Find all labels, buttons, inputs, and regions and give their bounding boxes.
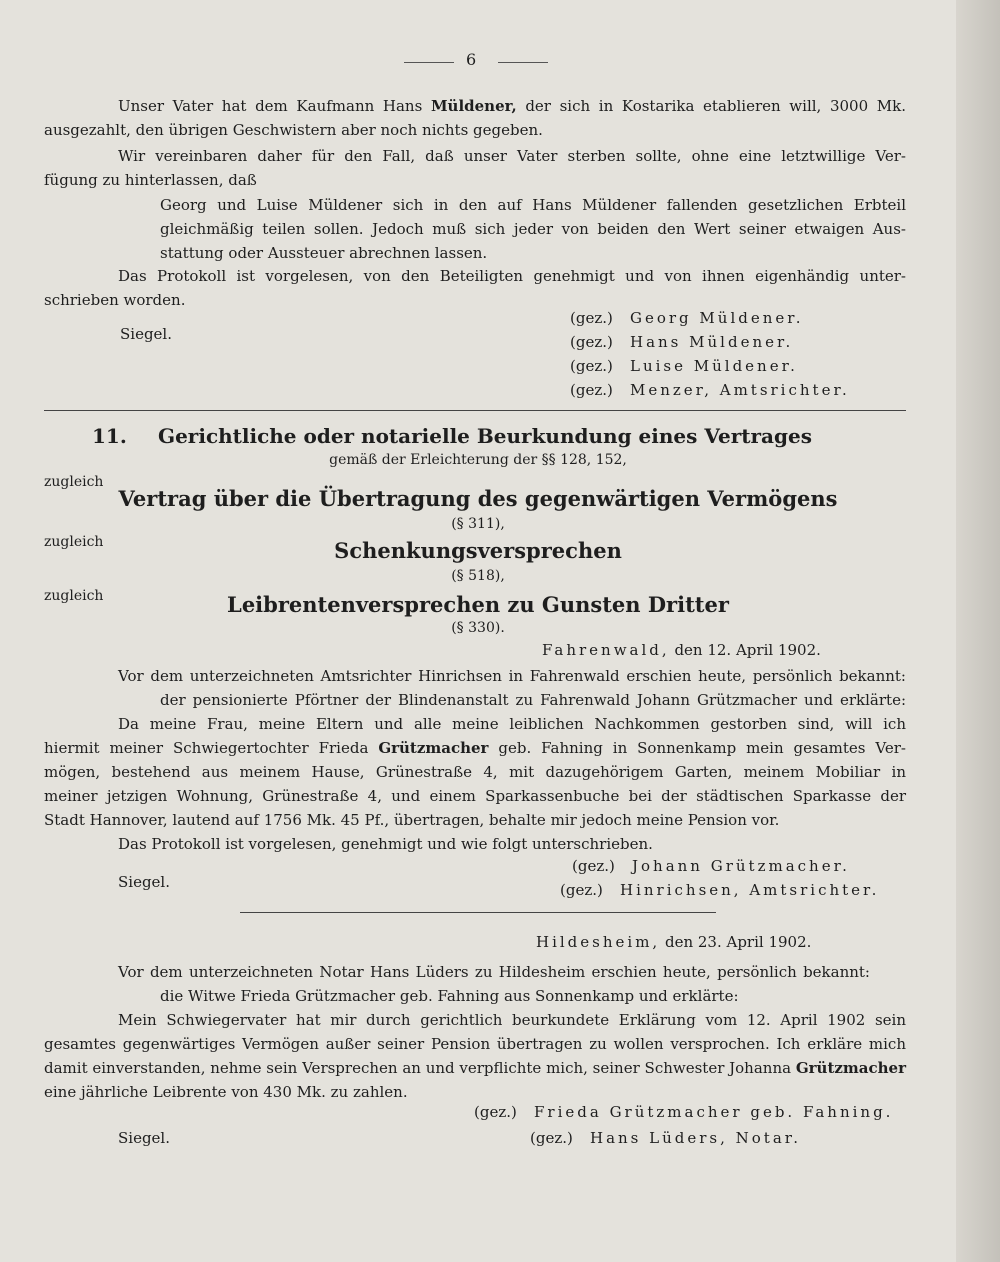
heading-vertrag: Vertrag über die Übertragung des gegenwärtigen Vermögens	[118, 486, 838, 511]
signature-line: (gez.) Luise Müldener.	[570, 357, 798, 375]
para1-line3: Wir vereinbaren daher für den Fall, daß unser Vater sterben sollte, ohne eine letztwillige Ver-	[118, 147, 906, 165]
heading-leibrente-ref: (§ 330).	[451, 620, 505, 636]
para1-line9: schrieben worden.	[44, 291, 186, 309]
heading-schenkung: Schenkungsversprechen	[334, 538, 622, 563]
margin-note-zugleich: zugleich	[44, 534, 104, 550]
page-number-rule-right	[498, 62, 548, 63]
page-number-rule-left	[404, 62, 454, 63]
document-divider	[240, 912, 716, 913]
doc1-line8: Das Protokoll ist vorgelesen, genehmigt und wie folgt unterschrieben.	[118, 835, 653, 853]
section-subtitle: gemäß der Erleichterung der §§ 128, 152,	[329, 452, 627, 468]
signature-line: (gez.) Hinrichsen, Amtsrichter.	[560, 881, 880, 899]
heading-leibrente: Leibrentenversprechen zu Gunsten Dritter	[227, 592, 729, 617]
signature-line: (gez.) Menzer, Amtsrichter.	[570, 381, 850, 399]
doc1-line7: Stadt Hannover, lautend auf 1756 Mk. 45 Pf., übertragen, behalte mir jedoch meine Pension vor.	[44, 811, 780, 829]
doc2-line1: Vor dem unterzeichneten Notar Hans Lüders zu Hildesheim erschien heute, persönlich bekannt:	[118, 963, 870, 981]
section-number: 11.	[92, 424, 127, 448]
heading-schenkung-ref: (§ 518),	[451, 568, 505, 584]
doc1-line5: mögen, bestehend aus meinem Hause, Grünestraße 4, mit dazugehörigem Garten, meinem Mobiliar in	[44, 763, 906, 781]
seal-label: Siegel.	[120, 325, 172, 343]
page-number: 6	[466, 50, 477, 69]
doc2-line2: die Witwe Frieda Grützmacher geb. Fahning aus Sonnenkamp und erklärte:	[160, 987, 739, 1005]
page-edge-shadow	[956, 0, 1000, 1262]
doc1-line4: hiermit meiner Schwiegertochter Frieda Grützmacher geb. Fahning in Sonnenkamp mein gesamtes Ver-	[44, 739, 906, 757]
para1-line4: fügung zu hinterlassen, daß	[44, 171, 257, 189]
place-date-line: Hildesheim, den 23. April 1902.	[536, 933, 812, 951]
doc2-line3: Mein Schwiegervater hat mir durch gerichtlich beurkundete Erklärung vom 12. April 1902 sein	[118, 1011, 906, 1029]
signature-line: (gez.) Frieda Grützmacher geb. Fahning.	[474, 1103, 894, 1121]
heading-vertrag-ref: (§ 311),	[451, 516, 505, 532]
para1-line8: Das Protokoll ist vorgelesen, von den Beteiligten genehmigt und von ihnen eigenhändig unter-	[118, 267, 906, 285]
signature-line: (gez.) Hans Müldener.	[570, 333, 794, 351]
doc1-line1: Vor dem unterzeichneten Amtsrichter Hinrichsen in Fahrenwald erschien heute, persönlich bekannt:	[118, 667, 906, 685]
place-date-line: Fahrenwald, den 12. April 1902.	[542, 641, 821, 659]
doc1-line6: meiner jetzigen Wohnung, Grünestraße 4, und einem Sparkassenbuche bei der städtischen Sparkasse der	[44, 787, 906, 805]
para1-line7: stattung oder Aussteuer abrechnen lassen.	[160, 244, 488, 262]
doc2-line6: eine jährliche Leibrente von 430 Mk. zu zahlen.	[44, 1083, 408, 1101]
name-mueldener-bold: Müldener,	[430, 97, 517, 115]
doc2-line5: damit einverstanden, nehme sein Versprechen an und verpflichte mich, seiner Schwester Johanna Grützmacher	[44, 1059, 906, 1077]
signature-line: (gez.) Johann Grützmacher.	[572, 857, 850, 875]
margin-note-zugleich: zugleich	[44, 474, 104, 490]
doc1-line3: Da meine Frau, meine Eltern und alle meine leiblichen Nachkommen gestorben sind, will ich	[118, 715, 906, 733]
section-title: Gerichtliche oder notarielle Beurkundung eines Vertrages	[158, 424, 812, 448]
signature-line: (gez.) Georg Müldener.	[570, 309, 804, 327]
para1-line1: Unser Vater hat dem Kaufmann Hans Müldener, der sich in Kostarika etablieren will, 3000 Mk.	[118, 97, 906, 115]
seal-label: Siegel.	[118, 1129, 170, 1147]
para1-line6: gleichmäßig teilen sollen. Jedoch muß sich jeder von beiden den Wert seiner etwaigen Aus-	[160, 220, 906, 238]
para1-line2: ausgezahlt, den übrigen Geschwistern aber noch nichts gegeben.	[44, 121, 543, 139]
margin-note-zugleich: zugleich	[44, 588, 104, 604]
seal-label: Siegel.	[118, 873, 170, 891]
section-divider	[44, 410, 906, 411]
doc1-line2: der pensionierte Pförtner der Blindenanstalt zu Fahrenwald Johann Grützmacher und erklärte:	[160, 691, 906, 709]
signature-line: (gez.) Hans Lüders, Notar.	[530, 1129, 802, 1147]
name-gruetzmacher-bold: Grützmacher	[795, 1059, 906, 1077]
para1-line5: Georg und Luise Müldener sich in den auf Hans Müldener fallenden gesetzlichen Erbteil	[160, 196, 906, 214]
doc2-line4: gesamtes gegenwärtiges Vermögen außer seiner Pension übertragen zu wollen versprochen. Ich erkläre mich	[44, 1035, 906, 1053]
name-gruetzmacher-bold: Grützmacher	[378, 739, 489, 757]
